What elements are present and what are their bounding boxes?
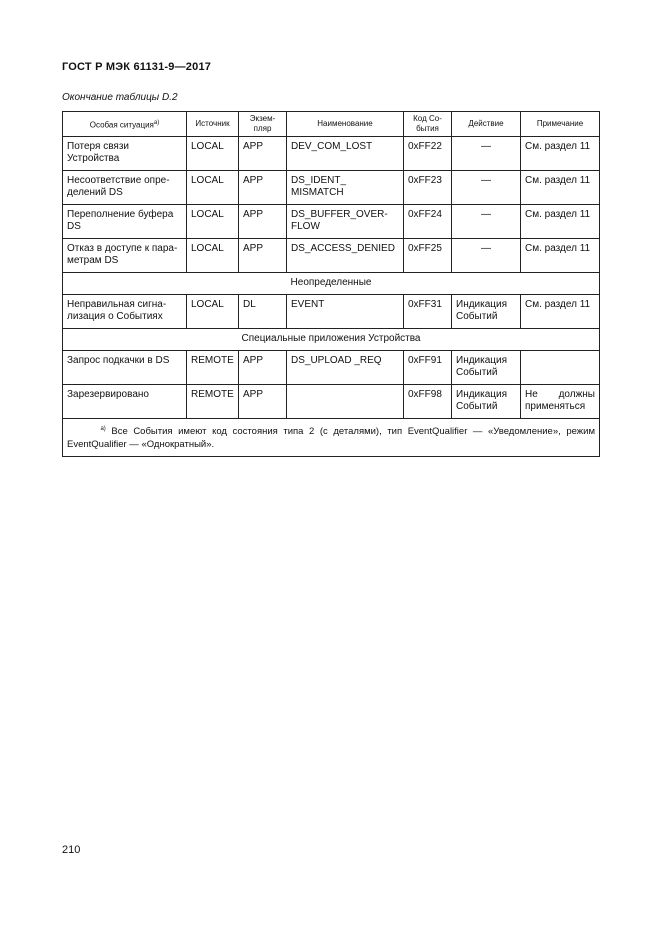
- cell-code: 0xFF24: [404, 205, 452, 239]
- document-header: ГОСТ Р МЭК 61131-9—2017: [62, 61, 212, 73]
- cell-action: Индикация Событий: [452, 295, 521, 329]
- cell-code: 0xFF98: [404, 385, 452, 419]
- table-row: [63, 385, 600, 419]
- cell-instance: DL: [239, 295, 287, 329]
- cell-action: Индикация Событий: [452, 385, 521, 419]
- table-row: [63, 239, 600, 273]
- cell-source: REMOTE: [187, 385, 239, 419]
- cell-code: 0xFF23: [404, 171, 452, 205]
- footnote-row: [63, 419, 600, 457]
- cell-note: См. раздел 11: [521, 171, 600, 205]
- cell-name: DEV_COM_LOST: [287, 137, 404, 171]
- cell-note: См. раздел 11: [521, 205, 600, 239]
- cell-note: См. раздел 11: [521, 295, 600, 329]
- cell-action: —: [452, 205, 521, 239]
- cell-code: 0xFF25: [404, 239, 452, 273]
- cell-action: Индикация Событий: [452, 351, 521, 385]
- cell-action: —: [452, 239, 521, 273]
- cell-instance: APP: [239, 137, 287, 171]
- cell-name: [287, 385, 404, 419]
- cell-source: REMOTE: [187, 351, 239, 385]
- cell-note: Не должны применяться: [521, 385, 600, 419]
- cell-situation: Потеря связи Устройства: [63, 137, 187, 171]
- cell-note: См. раздел 11: [521, 239, 600, 273]
- cell-note: См. раздел 11: [521, 137, 600, 171]
- table-header-row: [63, 112, 600, 137]
- table-caption: Окончание таблицы D.2: [62, 92, 178, 103]
- cell-source: LOCAL: [187, 295, 239, 329]
- col-header-note: Примечание: [521, 112, 600, 137]
- cell-code: 0xFF22: [404, 137, 452, 171]
- cell-name: DS_BUFFER_OVER-FLOW: [287, 205, 404, 239]
- cell-situation: Неправильная сигна-лизация о Событиях: [63, 295, 187, 329]
- footnote-text: Все События имеют код состояния типа 2 (с деталями), тип EventQualifier — «Уведомление», режим EventQualifier — «Однократный».: [67, 426, 595, 451]
- section-row-undefined: [63, 273, 600, 295]
- cell-name: DS_ACCESS_DENIED: [287, 239, 404, 273]
- cell-instance: APP: [239, 171, 287, 205]
- cell-source: LOCAL: [187, 137, 239, 171]
- cell-situation: Переполнение буфера DS: [63, 205, 187, 239]
- col-header-name: Наименование: [287, 112, 404, 137]
- section-row-special: [63, 329, 600, 351]
- col-header-source: Источник: [187, 112, 239, 137]
- table-footnote: [63, 419, 600, 457]
- col-header-code: Код Со-бытия: [404, 112, 452, 137]
- cell-instance: APP: [239, 205, 287, 239]
- cell-source: LOCAL: [187, 239, 239, 273]
- table-row: [63, 137, 600, 171]
- cell-action: —: [452, 137, 521, 171]
- cell-instance: APP: [239, 351, 287, 385]
- cell-instance: APP: [239, 385, 287, 419]
- table-row: [63, 351, 600, 385]
- col-header-action: Действие: [452, 112, 521, 137]
- col-header-situation: Особая ситуация$^{а)}$: [63, 112, 187, 137]
- table-row: [63, 171, 600, 205]
- cell-situation: Несоответствие опре-делений DS: [63, 171, 187, 205]
- table-row: [63, 295, 600, 329]
- cell-name: DS_IDENT_ MISMATCH: [287, 171, 404, 205]
- cell-code: 0xFF31: [404, 295, 452, 329]
- footnote-marker: а): [100, 426, 106, 432]
- section-title: Специальные приложения Устройства: [63, 329, 600, 351]
- cell-situation: Отказ в доступе к пара-метрам DS: [63, 239, 187, 273]
- col-header-instance: Экзем-пляр: [239, 112, 287, 137]
- cell-source: LOCAL: [187, 205, 239, 239]
- cell-name: DS_UPLOAD _REQ: [287, 351, 404, 385]
- section-title: Неопределенные: [63, 273, 600, 295]
- cell-action: —: [452, 171, 521, 205]
- cell-name: EVENT: [287, 295, 404, 329]
- cell-code: 0xFF91: [404, 351, 452, 385]
- footnote-ref: а): [153, 119, 160, 126]
- cell-source: LOCAL: [187, 171, 239, 205]
- cell-situation: Зарезервировано: [63, 385, 187, 419]
- page-number: 210: [62, 844, 81, 856]
- cell-note: [521, 351, 600, 385]
- cell-situation: Запрос подкачки в DS: [63, 351, 187, 385]
- table-row: [63, 205, 600, 239]
- events-table: [62, 111, 600, 457]
- cell-instance: APP: [239, 239, 287, 273]
